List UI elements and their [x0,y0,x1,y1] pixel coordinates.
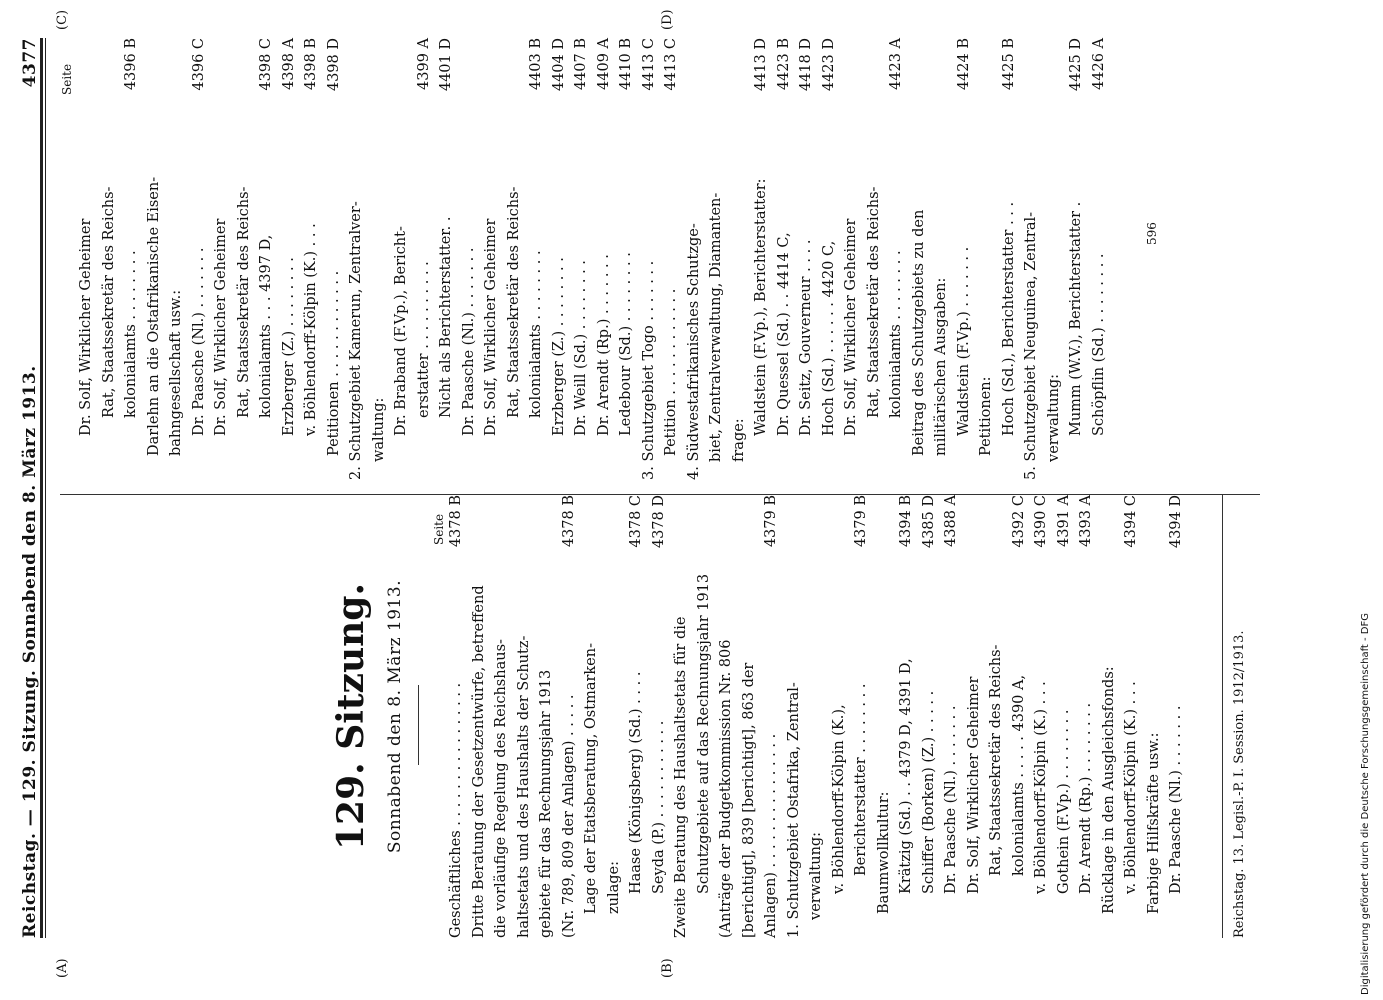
toc-entry-text: Rat, Staatssekretär des Reichs- [100,186,117,418]
toc-entry-text: v. Böhlendorff-Kölpin (K.) . . . [1123,681,1139,894]
toc-entry-text: (Nr. 789, 809 der Anlagen) . . . . . [560,694,577,938]
toc-entry-text: Schöpflin (Sd.) . . . . . . . . [1090,253,1107,436]
toc-entry-text: Petitionen . . . . . . . . . . . . [325,270,342,456]
toc-entry-text: waltung: [370,397,387,462]
toc-entry-text: Dr. Solf, Wirklicher Geheimer [843,218,859,436]
toc-entry-text: kolonialamts . . . . . . . . [528,250,544,418]
toc-page-ref: 4392 C [1010,495,1027,548]
toc-page-ref: 4385 D [920,495,937,549]
toc-page-ref: 4390 C [1033,495,1049,548]
toc-entry-text: v. Böhlendorff-Kölpin (K.), [830,704,847,894]
toc-page-ref: 4426 A [1090,38,1107,90]
toc-entry-text: Dr. Weill (Sd.) . . . . . . . . [573,260,589,436]
toc-entry-text: 1. Schutzgebiet Ostafrika, Zentral- [785,682,802,938]
toc-page-ref: 4401 D [438,38,454,92]
toc-page-ref: 4396 C [190,38,207,91]
toc-entry-text: Dr. Arendt (Rp.) . . . . . . . . [1078,702,1094,894]
toc-page-ref: 4398 D [325,38,342,92]
toc-entry-text: Anlagen) . . . . . . . . . . . . . . . [763,733,779,938]
toc-entry-text: Dr. Solf, Wirklicher Geheimer [213,218,229,436]
toc-page-ref: 4425 B [1000,38,1017,91]
toc-entry-text: Baumwollkultur: [875,791,892,914]
toc-entry-text: Rat, Staatssekretär des Reichs- [865,186,882,418]
toc-left-column [445,495,1215,938]
toc-entry-text: biet, Zentralverwaltung, Diamanten- [708,192,724,462]
page-number: 4377 [20,38,40,88]
toc-entry-text: 2. Schutzgebiet Kamerun, Zentralver- [348,201,364,480]
footer-rule [1222,495,1223,938]
toc-entry-text: Rücklage in den Ausgleichsfonds: [1100,666,1117,914]
toc-entry-text: die vorläufige Regelung des Reichshaus- [493,639,509,938]
toc-entry-text: Haase (Königsberg) (Sd.) . . . . [628,671,644,894]
toc-page-ref: 4424 B [955,38,972,91]
toc-page-ref: 4379 B [853,495,869,548]
toc-page-ref: 4379 B [763,495,779,548]
toc-entry-text: v. Böhlendorff-Kölpin (K.) . . . [303,223,319,436]
toc-entry-text: Darlehn an die Ostafrikanische Eisen- [145,176,162,456]
toc-entry-text: Dr. Paasche (Nl.) . . . . . . . [190,247,207,436]
toc-entry-text: frage: [730,418,747,462]
toc-entry-text: Schiffer (Borken) (Z.) . . . . . [920,690,937,894]
toc-entry-text: Erzberger (Z.) . . . . . . . . [550,257,567,436]
toc-page-ref: 4425 D [1068,38,1084,92]
toc-entry-text: Dritte Beratung der Gesetzentwürfe, betreffend [470,585,487,938]
toc-entry-text: v. Böhlendorff-Kölpin (K.) . . . [1033,681,1049,894]
toc-page-ref: 4423 A [888,38,904,90]
toc-entry-text: Petition . . . . . . . . . . . . [663,288,679,456]
toc-entry-text: Gothein (F.Vp.) . . . . . . . . [1055,709,1072,894]
toc-entry-text: verwaltung: [808,831,824,920]
toc-page-ref: 4423 B [775,38,792,91]
toc-page-ref: 4378 D [650,495,667,549]
toc-entry-text: (Anträge der Budgetkommission Nr. 806 [718,639,734,938]
toc-page-ref: 4394 D [1168,495,1184,549]
toc-entry-text: Hoch (Sd.), Berichterstatter . . . [1000,201,1017,436]
toc-entry-text: Dr. Quessel (Sd.) . . 4414 C, [775,232,792,436]
running-header-text: Reichstag. — 129. Sitzung. Sonnabend den 8. März 1913. [20,365,40,938]
toc-entry-text: militärischen Ausgaben: [933,277,949,456]
toc-page-ref: 4407 B [573,38,589,91]
toc-entry-text: Geschäftliches . . . . . . . . . . . . . . . . [448,682,464,938]
toc-entry-text: Dr. Arendt (Rp.) . . . . . . . [595,254,612,436]
margin-marker-a: (A) [55,958,70,978]
toc-page-ref: 4394 C [1123,495,1139,548]
toc-entry-text: haltsetats und des Haushalts der Schutz- [515,635,532,938]
toc-entry-text: Mumm (W.V.), Berichterstatter . [1068,201,1084,436]
toc-entry-text: kolonialamts . . . 4397 D, [258,234,274,418]
toc-entry-text: Dr. Solf, Wirklicher Geheimer [483,218,499,436]
toc-entry-text: Beitrag des Schutzgebiets zu den [910,209,927,456]
toc-entry-text: 3. Schutzgebiet Togo . . . . . . . [640,260,657,480]
toc-entry-text: Hoch (Sd.) . . . . . . 4420 C, [820,240,837,436]
toc-page-ref: 4398 C [258,38,274,91]
toc-entry-text: [berichtigt], 839 [berichtigt], 863 der [740,662,757,938]
toc-page-ref: 4394 B [898,495,914,548]
toc-entry-text: Dr. Paasche (Nl.) . . . . . . . [943,705,959,894]
toc-entry-text: Schutzgebiete auf das Rechnungsjahr 1913 [695,573,712,894]
toc-page-ref: 4418 D [798,38,814,92]
toc-page-ref: 4413 C [663,38,679,91]
toc-entry-text: Petitionen: [978,376,994,456]
toc-page-ref: 4413 D [753,38,769,92]
toc-entry-text: Rat, Staatssekretär des Reichs- [988,644,1004,876]
toc-entry-text: verwaltung: [1045,373,1062,462]
toc-entry-text: Ledebour (Sd.) . . . . . . . . [618,252,634,436]
toc-entry-text: Krätzig (Sd.) . . 4379 D, 4391 D, [898,658,914,894]
toc-entry-text: Rat, Staatssekretär des Reichs- [235,186,252,418]
toc-page-ref: 4423 D [820,38,837,92]
toc-entry-text: Erzberger (Z.) . . . . . . . . [280,257,297,436]
toc-entry-text: Waldstein (F.Vp.), Berichterstatter: [753,178,769,436]
toc-entry-text: 4. Südwestafrikanisches Schutzge- [685,223,702,480]
toc-entry-text: Farbige Hilfskräfte usw.: [1145,732,1162,914]
toc-page-ref: 4378 B [448,495,464,548]
toc-entry-text: Rat, Staatssekretär des Reichs- [505,186,522,418]
toc-page-ref: 4398 B [303,38,319,91]
toc-entry-text: Nicht als Berichterstatter. . [438,216,454,418]
toc-entry-text: Dr. Paasche (Nl.) . . . . . . . [1168,705,1184,894]
toc-page-ref: 4399 A [415,38,432,90]
toc-entry-text: bahngesellschaft usw.: [168,289,184,456]
margin-marker-c: (C) [55,9,70,30]
toc-entry-text: 5. Schutzgebiet Neuguinea, Zentral- [1023,211,1039,480]
toc-page-ref: 4410 B [618,38,634,91]
footer-text: Reichstag. 13. Legisl.-P. I. Session. 1912/1913. [1232,630,1247,938]
toc-entry-text: Berichterstatter . . . . . . . . [853,683,869,876]
toc-page-ref: 4378 B [560,495,577,548]
toc-entry-text: kolonialamts . . . . . . . . [888,250,904,418]
toc-page-ref: 4391 A [1055,495,1072,547]
running-header [20,38,40,938]
toc-entry-text: kolonialamts . . . . . . . . [123,250,139,418]
toc-entry-text: Lage der Etatsberatung, Ostmarken- [583,642,599,914]
margin-marker-b: (B) [660,958,675,978]
toc-entry-text: erstatter . . . . . . . . . . [415,261,432,418]
toc-entry-text: kolonialamts . . . . . 4390 A, [1010,674,1027,876]
toc-entry-text: Waldstein (F.Vp.) . . . . . . . [955,246,972,436]
title-rule [418,685,419,765]
toc-entry-text: Dr. Solf, Wirklicher Geheimer [965,676,982,894]
header-rule [40,38,43,938]
header-rule-thin [45,38,46,938]
footer-page-number: 596 [1145,222,1159,245]
toc-page-ref: 4388 A [943,495,959,547]
toc-page-ref: 4393 A [1078,495,1094,547]
toc-page-ref: 4403 B [528,38,544,91]
toc-page-ref: 4413 C [640,38,657,91]
toc-entry-text: Dr. Paasche (Nl.) . . . . . . . [460,247,477,436]
toc-entry-text: zulage: [605,860,622,914]
toc-right-column [75,38,1135,480]
seite-label-right: Seite [60,63,74,95]
toc-page-ref: 4396 B [123,38,139,91]
seite-label-left: Seite [432,513,446,545]
margin-marker-d: (D) [660,9,675,30]
toc-page-ref: 4404 D [550,38,567,92]
toc-entry-text: gebiete für das Rechnungsjahr 1913 [538,669,554,938]
toc-page-ref: 4409 A [595,38,612,90]
toc-entry-text: Zweite Beratung des Haushaltsetats für die [673,616,689,938]
session-date: Sonnabend den 8. März 1913. [385,579,405,854]
toc-page-ref: 4398 A [280,38,297,90]
toc-entry-text: Dr. Solf, Wirklicher Geheimer [78,218,94,436]
digitization-notice: Digitalisierung gefördert durch die Deutsche Forschungsgemeinschaft - DFG [1360,612,1371,995]
toc-page-ref: 4378 C [628,495,644,548]
toc-entry-text: Seyda (P.) . . . . . . . . . . . [650,720,667,894]
toc-entry-text: Dr. Seitz, Gouverneur . . . . [798,239,814,436]
toc-entry-text: Dr. Braband (F.Vp.), Bericht- [393,226,409,436]
session-title: 129. Sitzung. [330,583,372,851]
